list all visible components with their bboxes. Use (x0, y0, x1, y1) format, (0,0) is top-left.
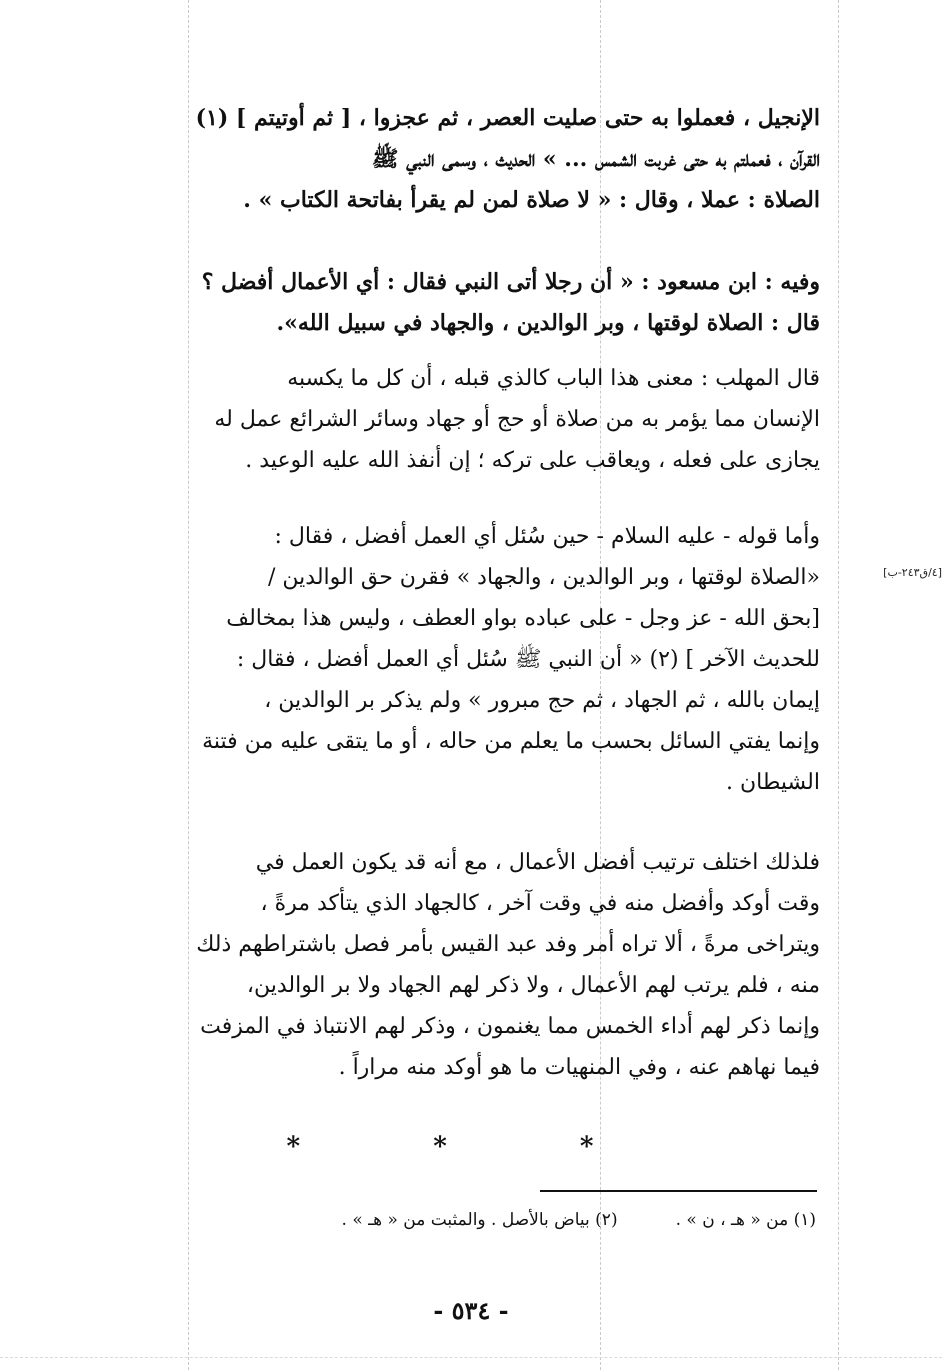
scan-guide-line (838, 0, 839, 1370)
text-line: إيمان بالله ، ثم الجهاد ، ثم حج مبرور » ولم يذكر بر الوالدين ، (264, 688, 820, 713)
footnote-divider (540, 1190, 817, 1192)
commentary-paragraph-3 (130, 842, 820, 1088)
page-number: - ٥٣٤ - (433, 1296, 509, 1325)
text-line: قال : الصلاة لوقتها ، وبر الوالدين ، والجهاد في سبيل الله». (276, 310, 820, 336)
text-line: قال المهلب : معنى هذا الباب كالذي قبله ، أن كل ما يكسبه (287, 366, 820, 391)
text-line: وأما قوله - عليه السلام - حين سُئل أي العمل أفضل ، فقال : (274, 524, 820, 549)
text-line: فيما نهاهم عنه ، وفي المنهيات ما هو أوكد منه مراراً . (338, 1055, 820, 1080)
hadith-paragraph-1 (130, 98, 820, 221)
commentary-paragraph-1 (130, 358, 820, 481)
text-line: وقت أوكد وأفضل منه في وقت آخر ، كالجهاد الذي يتأكد مرةً ، (260, 891, 820, 916)
text-line: وإنما ذكر لهم أداء الخمس مما يغنمون ، وذكر لهم الانتباذ في المزفت (200, 1014, 820, 1039)
text-line: منه ، فلم يرتب لهم الأعمال ، ولا ذكر لهم الجهاد ولا بر الوالدين، (246, 973, 820, 998)
text-line: وإنما يفتي السائل بحسب ما يعلم من حاله ، أو ما يتقى عليه من فتنة (202, 729, 820, 754)
text-line: الإنسان مما يؤمر به من صلاة أو حج أو جهاد وسائر الشرائع عمل له (214, 407, 820, 432)
text-line: «الصلاة لوقتها ، وبر الوالدين ، والجهاد » فقرن حق الوالدين / (268, 565, 820, 590)
text-line: الصلاة : عملا ، وقال : « لا صلاة لمن لم يقرأ بفاتحة الكتاب » . (243, 187, 820, 213)
text-line: فلذلك اختلف ترتيب أفضل الأعمال ، مع أنه قد يكون العمل في (255, 850, 820, 875)
text-line: الإنجيل ، فعملوا به حتى صليت العصر ، ثم عجزوا ، [ ثم أوتيتم ] (١) (195, 105, 820, 131)
text-line: ويتراخى مرةً ، ألا تراه أمر وفد عبد القيس بأمر فصل باشتراطهم ذلك (196, 932, 820, 957)
text-line: يجازى على فعله ، ويعاقب على تركه ؛ إن أنفذ الله عليه الوعيد . (245, 448, 820, 473)
text-line: [بحق الله - عز وجل - على عباده بواو العطف ، وليس هذا بمخالف (226, 606, 820, 631)
text-line: وفيه : ابن مسعود : « أن رجلا أتى النبي فقال : أي الأعمال أفضل ؟ (201, 269, 820, 295)
footnote-1: (١) من « هـ ، ن » . (675, 1210, 816, 1230)
text-line: للحديث الآخر ] (٢) « أن النبي ﷺ سُئل أي العمل أفضل ، فقال : (236, 647, 820, 672)
section-separator: * * * (286, 1132, 656, 1162)
footnote-2: (٢) بياض بالأصل . والمثبت من « هـ » . (341, 1210, 618, 1230)
commentary-paragraph-2 (130, 516, 820, 803)
manuscript-side-reference: [٤/ق٢٤٣-ب] (883, 566, 942, 579)
hadith-paragraph-2 (130, 262, 820, 344)
footnotes (160, 1210, 816, 1230)
scan-guide-line (0, 1357, 942, 1358)
text-line: القرآن ، فعملتم به حتى غربت الشمس ... » الحديث ، وسمى النبي ﷺ (371, 146, 820, 172)
text-line: الشيطان . (726, 770, 820, 795)
